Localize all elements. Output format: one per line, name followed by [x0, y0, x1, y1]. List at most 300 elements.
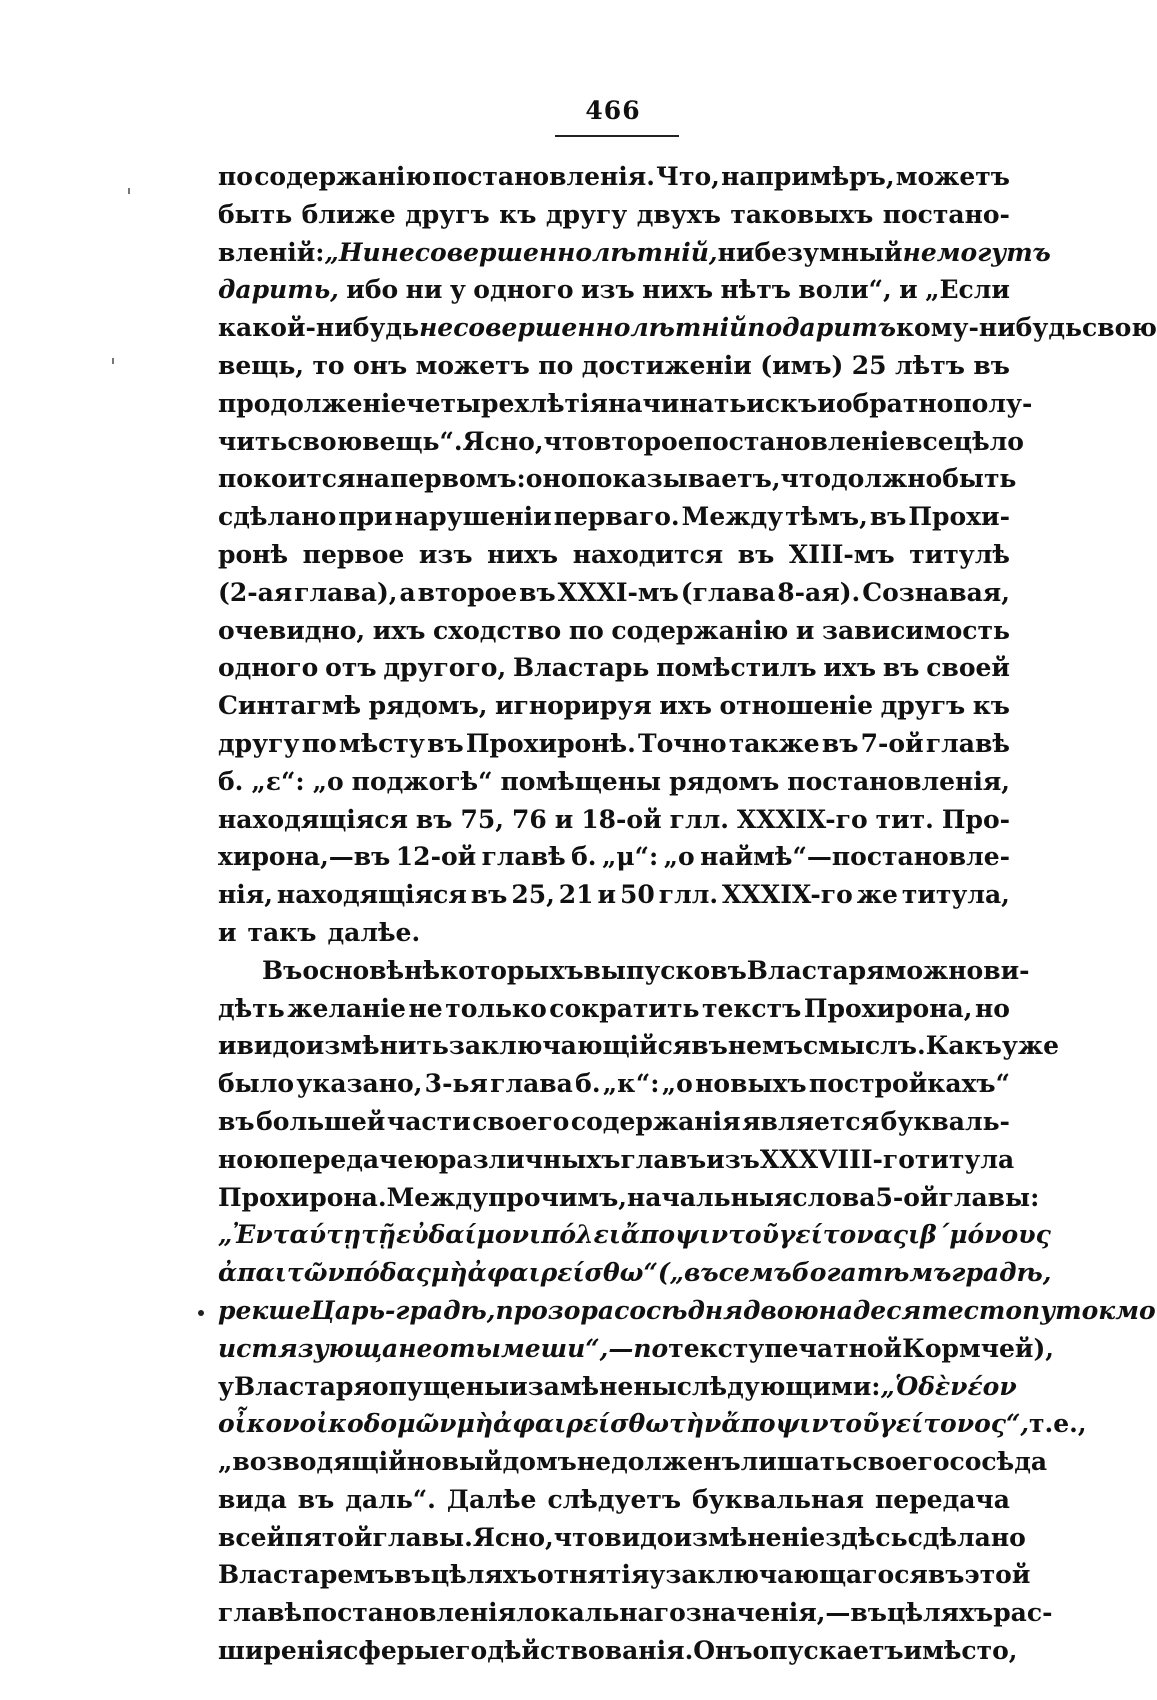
word: титула, [901, 880, 1010, 910]
word: игнорируя [494, 691, 652, 721]
word: б. [571, 842, 597, 872]
word: нарушеніи [394, 502, 552, 532]
word: новый [406, 1447, 503, 1477]
word: только [445, 993, 547, 1023]
word: въ [737, 539, 775, 569]
word: ною [218, 1144, 279, 1174]
word: (2-ая [218, 577, 293, 607]
word: здѣсь [825, 1522, 908, 1552]
word: значенія,—въ [685, 1598, 887, 1628]
text-line [218, 1330, 1054, 1368]
word: постано- [882, 199, 1010, 229]
word: цѣляхъ [430, 1560, 537, 1590]
word: второе [594, 426, 694, 456]
word: слѣдующими: [676, 1371, 881, 1401]
word: „ε“: [251, 766, 305, 796]
word: дарить, [218, 275, 339, 305]
word: передачею [278, 1144, 439, 1174]
word: Между [681, 502, 784, 532]
word: своего [852, 1447, 950, 1477]
word: своего [472, 1106, 570, 1136]
word: является [742, 1106, 880, 1136]
word: заключающійся [448, 1031, 692, 1061]
word: главѣ [481, 842, 566, 872]
word: вещь, [218, 350, 304, 380]
margin-dot [198, 1310, 204, 1316]
word: т. [1029, 1409, 1054, 1439]
word: 18-ой [581, 804, 662, 834]
word: XXXIX-го [736, 804, 868, 834]
word: въ [691, 1031, 728, 1061]
word: εὐδαίμονι [396, 1220, 542, 1250]
word: XXXI-мъ [557, 577, 679, 607]
text-line [218, 649, 1010, 687]
page-number: 466 [585, 96, 641, 125]
word: подаритъ [747, 313, 896, 343]
word: и [554, 804, 574, 834]
word: изъ [581, 275, 635, 305]
word: οἰκοδομῶν [299, 1409, 457, 1439]
word: прочимъ, [488, 1182, 627, 1212]
word: сдѣлано [218, 502, 337, 532]
word: хирона,—въ [218, 842, 391, 872]
word: и [903, 1636, 923, 1666]
word: въ [218, 1106, 255, 1136]
word: сосѣда [949, 1447, 1048, 1477]
word: Кормчей), [902, 1333, 1054, 1363]
word: „о [312, 766, 344, 796]
text-line [218, 1103, 1010, 1141]
text-line [218, 1632, 1018, 1670]
word: въ [470, 880, 508, 910]
word: 8-ая). [777, 577, 861, 607]
text-line [218, 725, 1010, 763]
word: какой-нибудь [218, 313, 420, 343]
word: τοῦ [828, 1409, 880, 1439]
word: въ [519, 577, 556, 607]
word: даль“. [345, 1484, 436, 1514]
word: части [386, 1106, 471, 1136]
word: γείτονας [778, 1220, 909, 1250]
text-line [218, 385, 1033, 423]
page-number-rule [555, 135, 679, 137]
word: локальнаго [516, 1598, 686, 1628]
word: постановленія, [787, 766, 1010, 796]
text-line [218, 1556, 1031, 1594]
word: по [538, 350, 574, 380]
word: сократить [549, 993, 700, 1023]
word: „Ἐν [218, 1220, 273, 1250]
word: свою [287, 426, 363, 456]
word: несовершеннолѣтній [419, 313, 748, 343]
word: τῇ [361, 1220, 397, 1250]
word: видоизмѣнить [236, 1031, 449, 1061]
word: слѣдуетъ [547, 1484, 682, 1514]
word: XXXIX-го [722, 880, 853, 910]
word: обратно [835, 388, 954, 418]
text-line [218, 196, 1010, 234]
word: несовершеннолѣтній, [380, 237, 718, 267]
word: XIII-мъ [788, 539, 895, 569]
margin-mark [128, 188, 130, 194]
word: („въ [657, 1258, 719, 1288]
word: отнятія [536, 1560, 650, 1590]
word: (глава [680, 577, 776, 607]
text-line [218, 158, 1010, 196]
word: вида [218, 1484, 287, 1514]
word: этой [964, 1560, 1031, 1590]
word: первое [302, 539, 405, 569]
word: двухъ [636, 199, 721, 229]
word: главѣ [925, 728, 1010, 758]
word: что [543, 426, 595, 456]
word: Прохирона. [218, 1182, 387, 1212]
word: опускаетъ [752, 1636, 904, 1666]
text-line [218, 876, 1010, 914]
word: пятой [285, 1522, 373, 1552]
word: указано, [296, 1069, 423, 1099]
text-line [218, 1141, 1015, 1179]
word: и [597, 880, 617, 910]
word: также [728, 728, 820, 758]
word: 21 [558, 880, 594, 910]
text-line [218, 536, 1010, 574]
word: передача [874, 1484, 1010, 1514]
word: смыслъ. [802, 1031, 926, 1061]
word: и [218, 1031, 237, 1061]
word: „κ“: [602, 1069, 660, 1099]
word: быть [218, 199, 293, 229]
word: сдѣлано [907, 1522, 1026, 1552]
word: нихъ [642, 275, 714, 305]
word: ихъ [659, 691, 712, 721]
text-line [218, 347, 1010, 385]
word: 12-ой [395, 842, 477, 872]
word: б. [575, 1069, 601, 1099]
word: 3-ья [424, 1069, 488, 1099]
word: у [449, 275, 466, 305]
word: оно [525, 464, 578, 494]
word: главѣ [218, 1598, 303, 1628]
word: одного [218, 653, 319, 683]
word: (имъ) [760, 350, 844, 380]
word: и [795, 615, 815, 645]
word: градѣ, [951, 1258, 1052, 1288]
word: ихъ [372, 615, 426, 645]
word: глава [490, 1069, 573, 1099]
word: замѣнены [527, 1371, 677, 1401]
word: дѣть [218, 993, 285, 1023]
word: титула [914, 1144, 1015, 1174]
word: въ [297, 1484, 335, 1514]
word: таковыхъ [730, 199, 874, 229]
word: токмо [1055, 1295, 1156, 1325]
word: нѣтъ [720, 275, 791, 305]
word: быть [942, 464, 1017, 494]
word: б. [218, 766, 244, 796]
word: можетъ [895, 162, 1010, 191]
word: опущены [371, 1371, 510, 1401]
word: Про- [941, 804, 1010, 834]
word: Царь-градѣ, [310, 1295, 496, 1325]
word: 7-ой [860, 728, 924, 758]
word: рекше [218, 1295, 311, 1325]
text-line [218, 1216, 1051, 1254]
word: πόδας [344, 1258, 431, 1288]
word: и [817, 388, 836, 418]
word: лишать [740, 1447, 853, 1477]
word: такъ [247, 917, 317, 947]
word: „возводящій [218, 1447, 407, 1477]
word: въ [882, 653, 920, 683]
word: тит. [875, 804, 934, 834]
word: Властаря [746, 955, 885, 985]
word: а [399, 577, 416, 607]
word: семъ [718, 1258, 792, 1288]
word: одного [473, 275, 574, 305]
word: отношеніе [719, 691, 874, 721]
text-line [218, 1292, 1156, 1330]
word: въ [394, 1560, 431, 1590]
word: Въ [262, 955, 303, 985]
text-line [218, 1179, 1040, 1217]
word: показываетъ, [577, 464, 781, 494]
word: наймѣ“—постановле- [700, 842, 1010, 872]
word: истязующа [218, 1333, 399, 1363]
word: глава), [294, 577, 398, 607]
word: е., [1053, 1409, 1087, 1439]
margin-mark [112, 358, 114, 364]
word: Прохи- [908, 502, 1010, 532]
word: по [568, 615, 604, 645]
word: πόλει [541, 1220, 621, 1250]
word: букваль- [880, 1106, 1010, 1136]
word: 25, [511, 880, 555, 910]
word: можетъ [415, 350, 530, 380]
word: можно [884, 955, 984, 985]
word: другъ [405, 199, 490, 229]
word: всецѣло [905, 426, 1024, 456]
word: ронѣ [218, 539, 289, 569]
text-line [218, 612, 1010, 650]
word: Что, [656, 162, 720, 191]
word: заключающагося [665, 1560, 928, 1590]
word: главъ [620, 1144, 707, 1174]
word: же [856, 880, 898, 910]
word: отымеши“,—по [432, 1333, 669, 1363]
word: οἶκον [218, 1409, 300, 1439]
word: Какъ [925, 1031, 1002, 1061]
word: прозора [495, 1295, 615, 1325]
word: 75, [460, 804, 504, 834]
word: содержанію [254, 162, 432, 191]
text-line [218, 687, 1010, 725]
text-line [218, 309, 1157, 347]
word: уже [1001, 1031, 1060, 1061]
word: не [408, 993, 443, 1023]
word: рас- [993, 1598, 1053, 1628]
word: у [649, 1560, 666, 1590]
word: напримѣръ, [721, 162, 895, 191]
word: въ [927, 1560, 965, 1590]
word: покоится [218, 464, 356, 494]
text-line [218, 460, 1017, 498]
text-line [218, 1065, 1010, 1103]
word: начальныя [626, 1182, 793, 1212]
word: постановленіе [693, 426, 906, 456]
word: другого, [383, 653, 507, 683]
word: очевидно, [218, 615, 366, 645]
word: ни [717, 237, 755, 267]
word: на [355, 464, 390, 494]
word: Ясно, [472, 1522, 554, 1552]
word: 76 [511, 804, 547, 834]
word: своей [926, 653, 1010, 683]
word: 25 [851, 350, 887, 380]
word: не [398, 1333, 433, 1363]
word: „о [661, 1069, 693, 1099]
word: чить [218, 426, 288, 456]
text-line [218, 838, 1010, 876]
word: изъ [706, 1144, 760, 1174]
word: и [509, 1371, 528, 1401]
word: Сознавая, [862, 577, 1010, 607]
word: μόνους [949, 1220, 1051, 1250]
word: буквальная [692, 1484, 864, 1514]
word: что [553, 1522, 605, 1552]
text-line [218, 1443, 1048, 1481]
word: отъ [325, 653, 377, 683]
word: ибо [346, 275, 399, 305]
word: не [576, 1447, 612, 1477]
word: Властаремъ [218, 1560, 395, 1590]
word: „Если [925, 275, 1010, 305]
word: но [974, 993, 1010, 1023]
word: τοῦ [728, 1220, 779, 1250]
word: сходство [432, 615, 562, 645]
word: перваго. [553, 502, 680, 532]
word: Точно [638, 728, 727, 758]
word: содержанія [570, 1106, 741, 1136]
text-line [218, 1405, 1087, 1443]
text-line [218, 1481, 1010, 1519]
word: по [218, 162, 253, 191]
word: четырехлѣтія [406, 388, 608, 418]
word: двоюнадесяте [742, 1295, 964, 1325]
word: мѣсто, [922, 1636, 1018, 1666]
word: рядомъ [669, 766, 780, 796]
word: вленій: [218, 237, 325, 267]
word: видоизмѣненіе [604, 1522, 826, 1552]
word: что [780, 464, 832, 494]
word: домъ [502, 1447, 577, 1477]
word: ἀφαιρείσθω [493, 1409, 670, 1439]
word: главы: [938, 1182, 1040, 1212]
word: содержанію [611, 615, 789, 645]
word: глл. [658, 880, 719, 910]
word: „Ὁ [880, 1371, 919, 1401]
word: Синтагмѣ [218, 691, 362, 721]
word: нѣкоторыхъ [404, 955, 584, 985]
text-line [218, 1594, 1053, 1632]
word: богатѣмъ [791, 1258, 952, 1288]
text-line [218, 423, 1024, 461]
word: зависимость [822, 615, 1010, 645]
word: всей [218, 1522, 286, 1552]
word: „Ни [324, 237, 381, 267]
word: онъ [353, 350, 408, 380]
word: печатной [764, 1333, 903, 1363]
word: основѣ [302, 955, 405, 985]
word: „μ“: [601, 842, 659, 872]
word: другу [545, 199, 628, 229]
word: помѣстилъ [656, 653, 817, 683]
word: слова [792, 1182, 876, 1212]
word: другъ [880, 691, 966, 721]
word: цѣляхъ [886, 1598, 994, 1628]
word: тексту [668, 1333, 765, 1363]
word: первомъ: [389, 464, 526, 494]
word: глл. [669, 804, 729, 834]
text-line [218, 271, 1010, 309]
word: при [338, 502, 393, 532]
word: лѣтъ [895, 350, 965, 380]
word: достиженіи [581, 350, 752, 380]
word: поджогѣ“ [351, 766, 493, 796]
word: находящіяся [276, 880, 467, 910]
word: различныхъ [438, 1144, 621, 1174]
word: рядомъ, [368, 691, 488, 721]
text-line [218, 763, 1010, 801]
word: сосѣдня [614, 1295, 743, 1325]
word: полу- [953, 388, 1033, 418]
word: изъ [418, 539, 473, 569]
text-line [218, 952, 1030, 990]
word: вещь“. [362, 426, 463, 456]
word: въ [415, 804, 453, 834]
word: Прохиронѣ. [465, 728, 636, 758]
word: νέον [950, 1371, 1017, 1401]
word: Далѣе [446, 1484, 537, 1514]
word: мѣсту [338, 728, 425, 758]
word: было [218, 1069, 295, 1099]
word: нія, [218, 880, 273, 910]
word: μὴ [456, 1409, 493, 1439]
word: δὲ [918, 1371, 951, 1401]
word: другу [218, 728, 300, 758]
word: его [439, 1636, 488, 1666]
word: кому-нибудь [896, 313, 1082, 343]
word: свою [1081, 313, 1157, 343]
word: 5-ой [875, 1182, 939, 1212]
word: XXXVIII-го [759, 1144, 915, 1174]
word: и [218, 917, 237, 947]
word: находится [572, 539, 724, 569]
word: новыхъ [695, 1069, 807, 1099]
word: титулѣ [909, 539, 1010, 569]
word: безумный [754, 237, 903, 267]
word: въ [869, 502, 907, 532]
word: μὴ [430, 1258, 468, 1288]
word: Властаря [234, 1371, 372, 1401]
word: 50 [620, 880, 655, 910]
word: постановленія [302, 1598, 517, 1628]
word: ширенія [218, 1636, 344, 1666]
word: сферы [343, 1636, 440, 1666]
word: долженъ [611, 1447, 741, 1477]
word: воли“, [798, 275, 892, 305]
word: искъ [746, 388, 818, 418]
